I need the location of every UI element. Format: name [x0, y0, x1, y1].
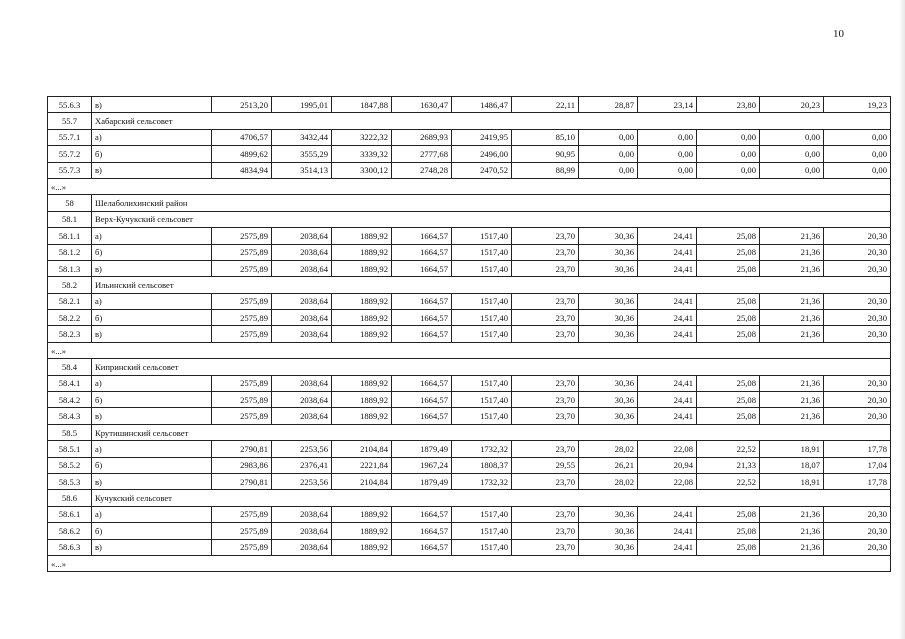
value-cell: 20,23 — [760, 97, 824, 113]
omission-marker: «...» — [48, 178, 891, 194]
table-row — [48, 97, 891, 113]
value-cell: 1808,37 — [452, 457, 512, 473]
value-cell: 1630,47 — [392, 97, 452, 113]
value-cell: 30,36 — [579, 244, 638, 260]
table-row — [48, 506, 891, 522]
section-header-row — [48, 195, 891, 211]
value-cell: 20,30 — [824, 260, 891, 276]
value-cell: 2038,64 — [272, 228, 332, 244]
value-cell: 2038,64 — [272, 326, 332, 342]
value-cell: 25,08 — [697, 408, 760, 424]
row-subitem-cell: б) — [92, 392, 212, 408]
row-code-cell: 58.2.3 — [48, 326, 92, 342]
row-subitem-cell: б) — [92, 146, 212, 162]
section-code-cell: 58.6 — [48, 490, 92, 506]
value-cell: 0,00 — [697, 129, 760, 145]
value-cell: 30,36 — [579, 293, 638, 309]
value-cell: 20,30 — [824, 326, 891, 342]
table-row — [48, 326, 891, 342]
value-cell: 2790,81 — [212, 441, 272, 457]
value-cell: 21,36 — [760, 539, 824, 555]
value-cell: 1664,57 — [392, 375, 452, 391]
value-cell: 21,36 — [760, 244, 824, 260]
row-subitem-cell: в) — [92, 408, 212, 424]
value-cell: 30,36 — [579, 408, 638, 424]
value-cell: 30,36 — [579, 375, 638, 391]
value-cell: 24,41 — [638, 326, 697, 342]
row-code-cell: 58.6.1 — [48, 506, 92, 522]
value-cell: 21,36 — [760, 260, 824, 276]
value-cell: 1889,92 — [332, 523, 392, 539]
table-row — [48, 293, 891, 309]
value-cell: 24,41 — [638, 408, 697, 424]
value-cell: 3300,12 — [332, 162, 392, 178]
value-cell: 2038,64 — [272, 392, 332, 408]
row-code-cell: 58.1.3 — [48, 260, 92, 276]
value-cell: 0,00 — [824, 146, 891, 162]
row-code-cell: 58.1.2 — [48, 244, 92, 260]
ellipsis-row — [48, 342, 891, 358]
value-cell: 1664,57 — [392, 310, 452, 326]
value-cell: 25,08 — [697, 310, 760, 326]
value-cell: 1517,40 — [452, 293, 512, 309]
value-cell: 20,30 — [824, 523, 891, 539]
value-cell: 23,70 — [512, 441, 579, 457]
row-code-cell: 55.7.2 — [48, 146, 92, 162]
value-cell: 0,00 — [579, 146, 638, 162]
row-code-cell: 55.7.3 — [48, 162, 92, 178]
value-cell: 30,36 — [579, 310, 638, 326]
value-cell: 22,52 — [697, 441, 760, 457]
row-subitem-cell: б) — [92, 310, 212, 326]
value-cell: 24,41 — [638, 293, 697, 309]
row-code-cell: 58.5.1 — [48, 441, 92, 457]
value-cell: 2575,89 — [212, 506, 272, 522]
section-code-cell: 58.5 — [48, 424, 92, 440]
row-subitem-cell: а) — [92, 293, 212, 309]
value-cell: 2575,89 — [212, 326, 272, 342]
value-cell: 1879,49 — [392, 473, 452, 489]
row-code-cell: 58.2.2 — [48, 310, 92, 326]
value-cell: 1967,24 — [392, 457, 452, 473]
value-cell: 23,70 — [512, 326, 579, 342]
value-cell: 18,07 — [760, 457, 824, 473]
table-row — [48, 457, 891, 473]
value-cell: 23,70 — [512, 260, 579, 276]
ellipsis-row — [48, 178, 891, 194]
value-cell: 25,08 — [697, 244, 760, 260]
value-cell: 2575,89 — [212, 293, 272, 309]
value-cell: 22,08 — [638, 441, 697, 457]
value-cell: 29,55 — [512, 457, 579, 473]
value-cell: 1995,01 — [272, 97, 332, 113]
page-edge-shadow — [899, 0, 905, 639]
value-cell: 20,30 — [824, 506, 891, 522]
value-cell: 1517,40 — [452, 375, 512, 391]
row-subitem-cell: а) — [92, 506, 212, 522]
row-code-cell: 58.2.1 — [48, 293, 92, 309]
value-cell: 28,87 — [579, 97, 638, 113]
section-header-row — [48, 490, 891, 506]
section-title-cell: Крутишинский сельсовет — [92, 424, 891, 440]
value-cell: 1517,40 — [452, 523, 512, 539]
row-subitem-cell: а) — [92, 129, 212, 145]
value-cell: 1889,92 — [332, 310, 392, 326]
value-cell: 2575,89 — [212, 375, 272, 391]
section-header-row — [48, 211, 891, 227]
value-cell: 24,41 — [638, 228, 697, 244]
value-cell: 2790,81 — [212, 473, 272, 489]
value-cell: 2748,28 — [392, 162, 452, 178]
value-cell: 2038,64 — [272, 539, 332, 555]
value-cell: 2983,86 — [212, 457, 272, 473]
value-cell: 25,08 — [697, 260, 760, 276]
table-body — [48, 97, 891, 572]
table-row — [48, 244, 891, 260]
value-cell: 28,02 — [579, 473, 638, 489]
value-cell: 1889,92 — [332, 260, 392, 276]
value-cell: 1889,92 — [332, 408, 392, 424]
value-cell: 2575,89 — [212, 408, 272, 424]
value-cell: 2038,64 — [272, 523, 332, 539]
section-code-cell: 58.2 — [48, 277, 92, 293]
value-cell: 2575,89 — [212, 244, 272, 260]
row-subitem-cell: в) — [92, 539, 212, 555]
row-code-cell: 55.7.1 — [48, 129, 92, 145]
row-code-cell: 58.6.3 — [48, 539, 92, 555]
value-cell: 1517,40 — [452, 244, 512, 260]
value-cell: 1889,92 — [332, 228, 392, 244]
value-cell: 25,08 — [697, 506, 760, 522]
value-cell: 4899,62 — [212, 146, 272, 162]
value-cell: 30,36 — [579, 392, 638, 408]
value-cell: 2419,95 — [452, 129, 512, 145]
ellipsis-row — [48, 555, 891, 571]
value-cell: 22,52 — [697, 473, 760, 489]
row-subitem-cell: в) — [92, 260, 212, 276]
value-cell: 28,02 — [579, 441, 638, 457]
value-cell: 23,70 — [512, 506, 579, 522]
value-cell: 23,70 — [512, 228, 579, 244]
value-cell: 2376,41 — [272, 457, 332, 473]
value-cell: 1517,40 — [452, 539, 512, 555]
section-title-cell: Кипринский сельсовет — [92, 359, 891, 375]
value-cell: 21,36 — [760, 293, 824, 309]
value-cell: 2777,68 — [392, 146, 452, 162]
value-cell: 0,00 — [579, 162, 638, 178]
value-cell: 1664,57 — [392, 523, 452, 539]
value-cell: 1517,40 — [452, 310, 512, 326]
value-cell: 24,41 — [638, 310, 697, 326]
value-cell: 3555,29 — [272, 146, 332, 162]
value-cell: 3339,32 — [332, 146, 392, 162]
value-cell: 23,70 — [512, 375, 579, 391]
value-cell: 1889,92 — [332, 392, 392, 408]
value-cell: 1664,57 — [392, 293, 452, 309]
value-cell: 1732,32 — [452, 441, 512, 457]
value-cell: 21,36 — [760, 228, 824, 244]
value-cell: 17,78 — [824, 473, 891, 489]
value-cell: 1889,92 — [332, 375, 392, 391]
row-subitem-cell: а) — [92, 441, 212, 457]
table-row — [48, 539, 891, 555]
value-cell: 23,70 — [512, 408, 579, 424]
value-cell: 18,91 — [760, 473, 824, 489]
value-cell: 0,00 — [638, 129, 697, 145]
value-cell: 0,00 — [760, 146, 824, 162]
value-cell: 21,36 — [760, 506, 824, 522]
value-cell: 23,70 — [512, 293, 579, 309]
value-cell: 21,36 — [760, 523, 824, 539]
value-cell: 90,95 — [512, 146, 579, 162]
value-cell: 2038,64 — [272, 293, 332, 309]
section-header-row — [48, 359, 891, 375]
value-cell: 0,00 — [824, 162, 891, 178]
value-cell: 1664,57 — [392, 228, 452, 244]
row-code-cell: 58.1.1 — [48, 228, 92, 244]
value-cell: 20,30 — [824, 539, 891, 555]
row-subitem-cell: в) — [92, 162, 212, 178]
value-cell: 2038,64 — [272, 375, 332, 391]
value-cell: 23,70 — [512, 392, 579, 408]
value-cell: 2038,64 — [272, 260, 332, 276]
table-row — [48, 162, 891, 178]
value-cell: 1664,57 — [392, 506, 452, 522]
value-cell: 24,41 — [638, 506, 697, 522]
value-cell: 20,30 — [824, 228, 891, 244]
value-cell: 1889,92 — [332, 326, 392, 342]
section-header-row — [48, 277, 891, 293]
tariff-table — [47, 96, 891, 572]
value-cell: 21,36 — [760, 375, 824, 391]
row-code-cell: 58.5.3 — [48, 473, 92, 489]
value-cell: 2038,64 — [272, 408, 332, 424]
value-cell: 2253,56 — [272, 441, 332, 457]
value-cell: 24,41 — [638, 260, 697, 276]
row-subitem-cell: в) — [92, 326, 212, 342]
section-header-row — [48, 424, 891, 440]
value-cell: 0,00 — [697, 162, 760, 178]
value-cell: 0,00 — [697, 146, 760, 162]
value-cell: 2689,93 — [392, 129, 452, 145]
value-cell: 19,23 — [824, 97, 891, 113]
value-cell: 30,36 — [579, 260, 638, 276]
value-cell: 20,94 — [638, 457, 697, 473]
value-cell: 25,08 — [697, 228, 760, 244]
value-cell: 1664,57 — [392, 326, 452, 342]
value-cell: 20,30 — [824, 310, 891, 326]
section-title-cell: Хабарский сельсовет — [92, 113, 891, 129]
value-cell: 2038,64 — [272, 310, 332, 326]
value-cell: 20,30 — [824, 244, 891, 260]
value-cell: 2575,89 — [212, 523, 272, 539]
value-cell: 23,70 — [512, 310, 579, 326]
value-cell: 1664,57 — [392, 392, 452, 408]
row-code-cell: 55.6.3 — [48, 97, 92, 113]
section-header-row — [48, 113, 891, 129]
omission-marker: «...» — [48, 555, 891, 571]
table-row — [48, 375, 891, 391]
value-cell: 2470,52 — [452, 162, 512, 178]
row-subitem-cell: а) — [92, 228, 212, 244]
table-row — [48, 129, 891, 145]
value-cell: 2104,84 — [332, 473, 392, 489]
value-cell: 2038,64 — [272, 506, 332, 522]
value-cell: 23,70 — [512, 473, 579, 489]
value-cell: 88,99 — [512, 162, 579, 178]
value-cell: 1889,92 — [332, 244, 392, 260]
value-cell: 25,08 — [697, 326, 760, 342]
value-cell: 21,36 — [760, 392, 824, 408]
value-cell: 25,08 — [697, 293, 760, 309]
value-cell: 1664,57 — [392, 408, 452, 424]
value-cell: 1517,40 — [452, 506, 512, 522]
value-cell: 25,08 — [697, 375, 760, 391]
value-cell: 25,08 — [697, 392, 760, 408]
section-title-cell: Верх-Кучукский сельсовет — [92, 211, 891, 227]
value-cell: 30,36 — [579, 539, 638, 555]
value-cell: 1889,92 — [332, 506, 392, 522]
value-cell: 1517,40 — [452, 408, 512, 424]
value-cell: 2575,89 — [212, 392, 272, 408]
value-cell: 23,70 — [512, 539, 579, 555]
value-cell: 1517,40 — [452, 260, 512, 276]
value-cell: 1664,57 — [392, 539, 452, 555]
row-subitem-cell: б) — [92, 523, 212, 539]
value-cell: 3222,32 — [332, 129, 392, 145]
value-cell: 23,70 — [512, 244, 579, 260]
value-cell: 1889,92 — [332, 293, 392, 309]
value-cell: 4834,94 — [212, 162, 272, 178]
value-cell: 21,36 — [760, 310, 824, 326]
value-cell: 17,04 — [824, 457, 891, 473]
row-code-cell: 58.5.2 — [48, 457, 92, 473]
table-row — [48, 146, 891, 162]
value-cell: 30,36 — [579, 506, 638, 522]
value-cell: 0,00 — [638, 146, 697, 162]
value-cell: 4706,57 — [212, 129, 272, 145]
value-cell: 2253,56 — [272, 473, 332, 489]
row-subitem-cell: б) — [92, 457, 212, 473]
value-cell: 20,30 — [824, 408, 891, 424]
value-cell: 2575,89 — [212, 310, 272, 326]
value-cell: 0,00 — [760, 162, 824, 178]
row-subitem-cell: б) — [92, 244, 212, 260]
row-subitem-cell: в) — [92, 97, 212, 113]
value-cell: 21,33 — [697, 457, 760, 473]
value-cell: 18,91 — [760, 441, 824, 457]
value-cell: 30,36 — [579, 326, 638, 342]
value-cell: 1847,88 — [332, 97, 392, 113]
value-cell: 24,41 — [638, 392, 697, 408]
value-cell: 30,36 — [579, 523, 638, 539]
page-number: 10 — [833, 28, 844, 40]
table-row — [48, 392, 891, 408]
row-subitem-cell: а) — [92, 375, 212, 391]
row-code-cell: 58.6.2 — [48, 523, 92, 539]
value-cell: 23,80 — [697, 97, 760, 113]
row-code-cell: 58.4.1 — [48, 375, 92, 391]
value-cell: 30,36 — [579, 228, 638, 244]
value-cell: 2496,00 — [452, 146, 512, 162]
table-row — [48, 228, 891, 244]
value-cell: 0,00 — [760, 129, 824, 145]
section-title-cell: Шелаболихинский район — [92, 195, 891, 211]
value-cell: 25,08 — [697, 523, 760, 539]
section-code-cell: 58 — [48, 195, 92, 211]
value-cell: 23,14 — [638, 97, 697, 113]
table-row — [48, 260, 891, 276]
value-cell: 1486,47 — [452, 97, 512, 113]
value-cell: 0,00 — [824, 129, 891, 145]
row-subitem-cell: в) — [92, 473, 212, 489]
value-cell: 85,10 — [512, 129, 579, 145]
value-cell: 0,00 — [579, 129, 638, 145]
value-cell: 1517,40 — [452, 228, 512, 244]
value-cell: 0,00 — [638, 162, 697, 178]
value-cell: 2575,89 — [212, 260, 272, 276]
value-cell: 20,30 — [824, 375, 891, 391]
value-cell: 2221,84 — [332, 457, 392, 473]
value-cell: 2575,89 — [212, 228, 272, 244]
value-cell: 26,21 — [579, 457, 638, 473]
table-row — [48, 523, 891, 539]
value-cell: 1664,57 — [392, 260, 452, 276]
section-code-cell: 58.4 — [48, 359, 92, 375]
section-title-cell: Ильинский сельсовет — [92, 277, 891, 293]
value-cell: 3514,13 — [272, 162, 332, 178]
value-cell: 20,30 — [824, 392, 891, 408]
value-cell: 21,36 — [760, 326, 824, 342]
section-title-cell: Кучукский сельсовет — [92, 490, 891, 506]
value-cell: 1732,32 — [452, 473, 512, 489]
value-cell: 3432,44 — [272, 129, 332, 145]
value-cell: 25,08 — [697, 539, 760, 555]
value-cell: 1517,40 — [452, 392, 512, 408]
table-row — [48, 473, 891, 489]
section-code-cell: 58.1 — [48, 211, 92, 227]
value-cell: 2575,89 — [212, 539, 272, 555]
value-cell: 24,41 — [638, 375, 697, 391]
omission-marker: «...» — [48, 342, 891, 358]
value-cell: 22,08 — [638, 473, 697, 489]
value-cell: 17,78 — [824, 441, 891, 457]
value-cell: 20,30 — [824, 293, 891, 309]
value-cell: 2038,64 — [272, 244, 332, 260]
value-cell: 1517,40 — [452, 326, 512, 342]
value-cell: 23,70 — [512, 523, 579, 539]
row-code-cell: 58.4.2 — [48, 392, 92, 408]
row-code-cell: 58.4.3 — [48, 408, 92, 424]
table-row — [48, 408, 891, 424]
value-cell: 1879,49 — [392, 441, 452, 457]
value-cell: 24,41 — [638, 244, 697, 260]
value-cell: 2104,84 — [332, 441, 392, 457]
table-row — [48, 310, 891, 326]
table-row — [48, 441, 891, 457]
value-cell: 1664,57 — [392, 244, 452, 260]
value-cell: 24,41 — [638, 539, 697, 555]
value-cell: 1889,92 — [332, 539, 392, 555]
section-code-cell: 55.7 — [48, 113, 92, 129]
value-cell: 2513,20 — [212, 97, 272, 113]
value-cell: 21,36 — [760, 408, 824, 424]
value-cell: 24,41 — [638, 523, 697, 539]
value-cell: 22,11 — [512, 97, 579, 113]
